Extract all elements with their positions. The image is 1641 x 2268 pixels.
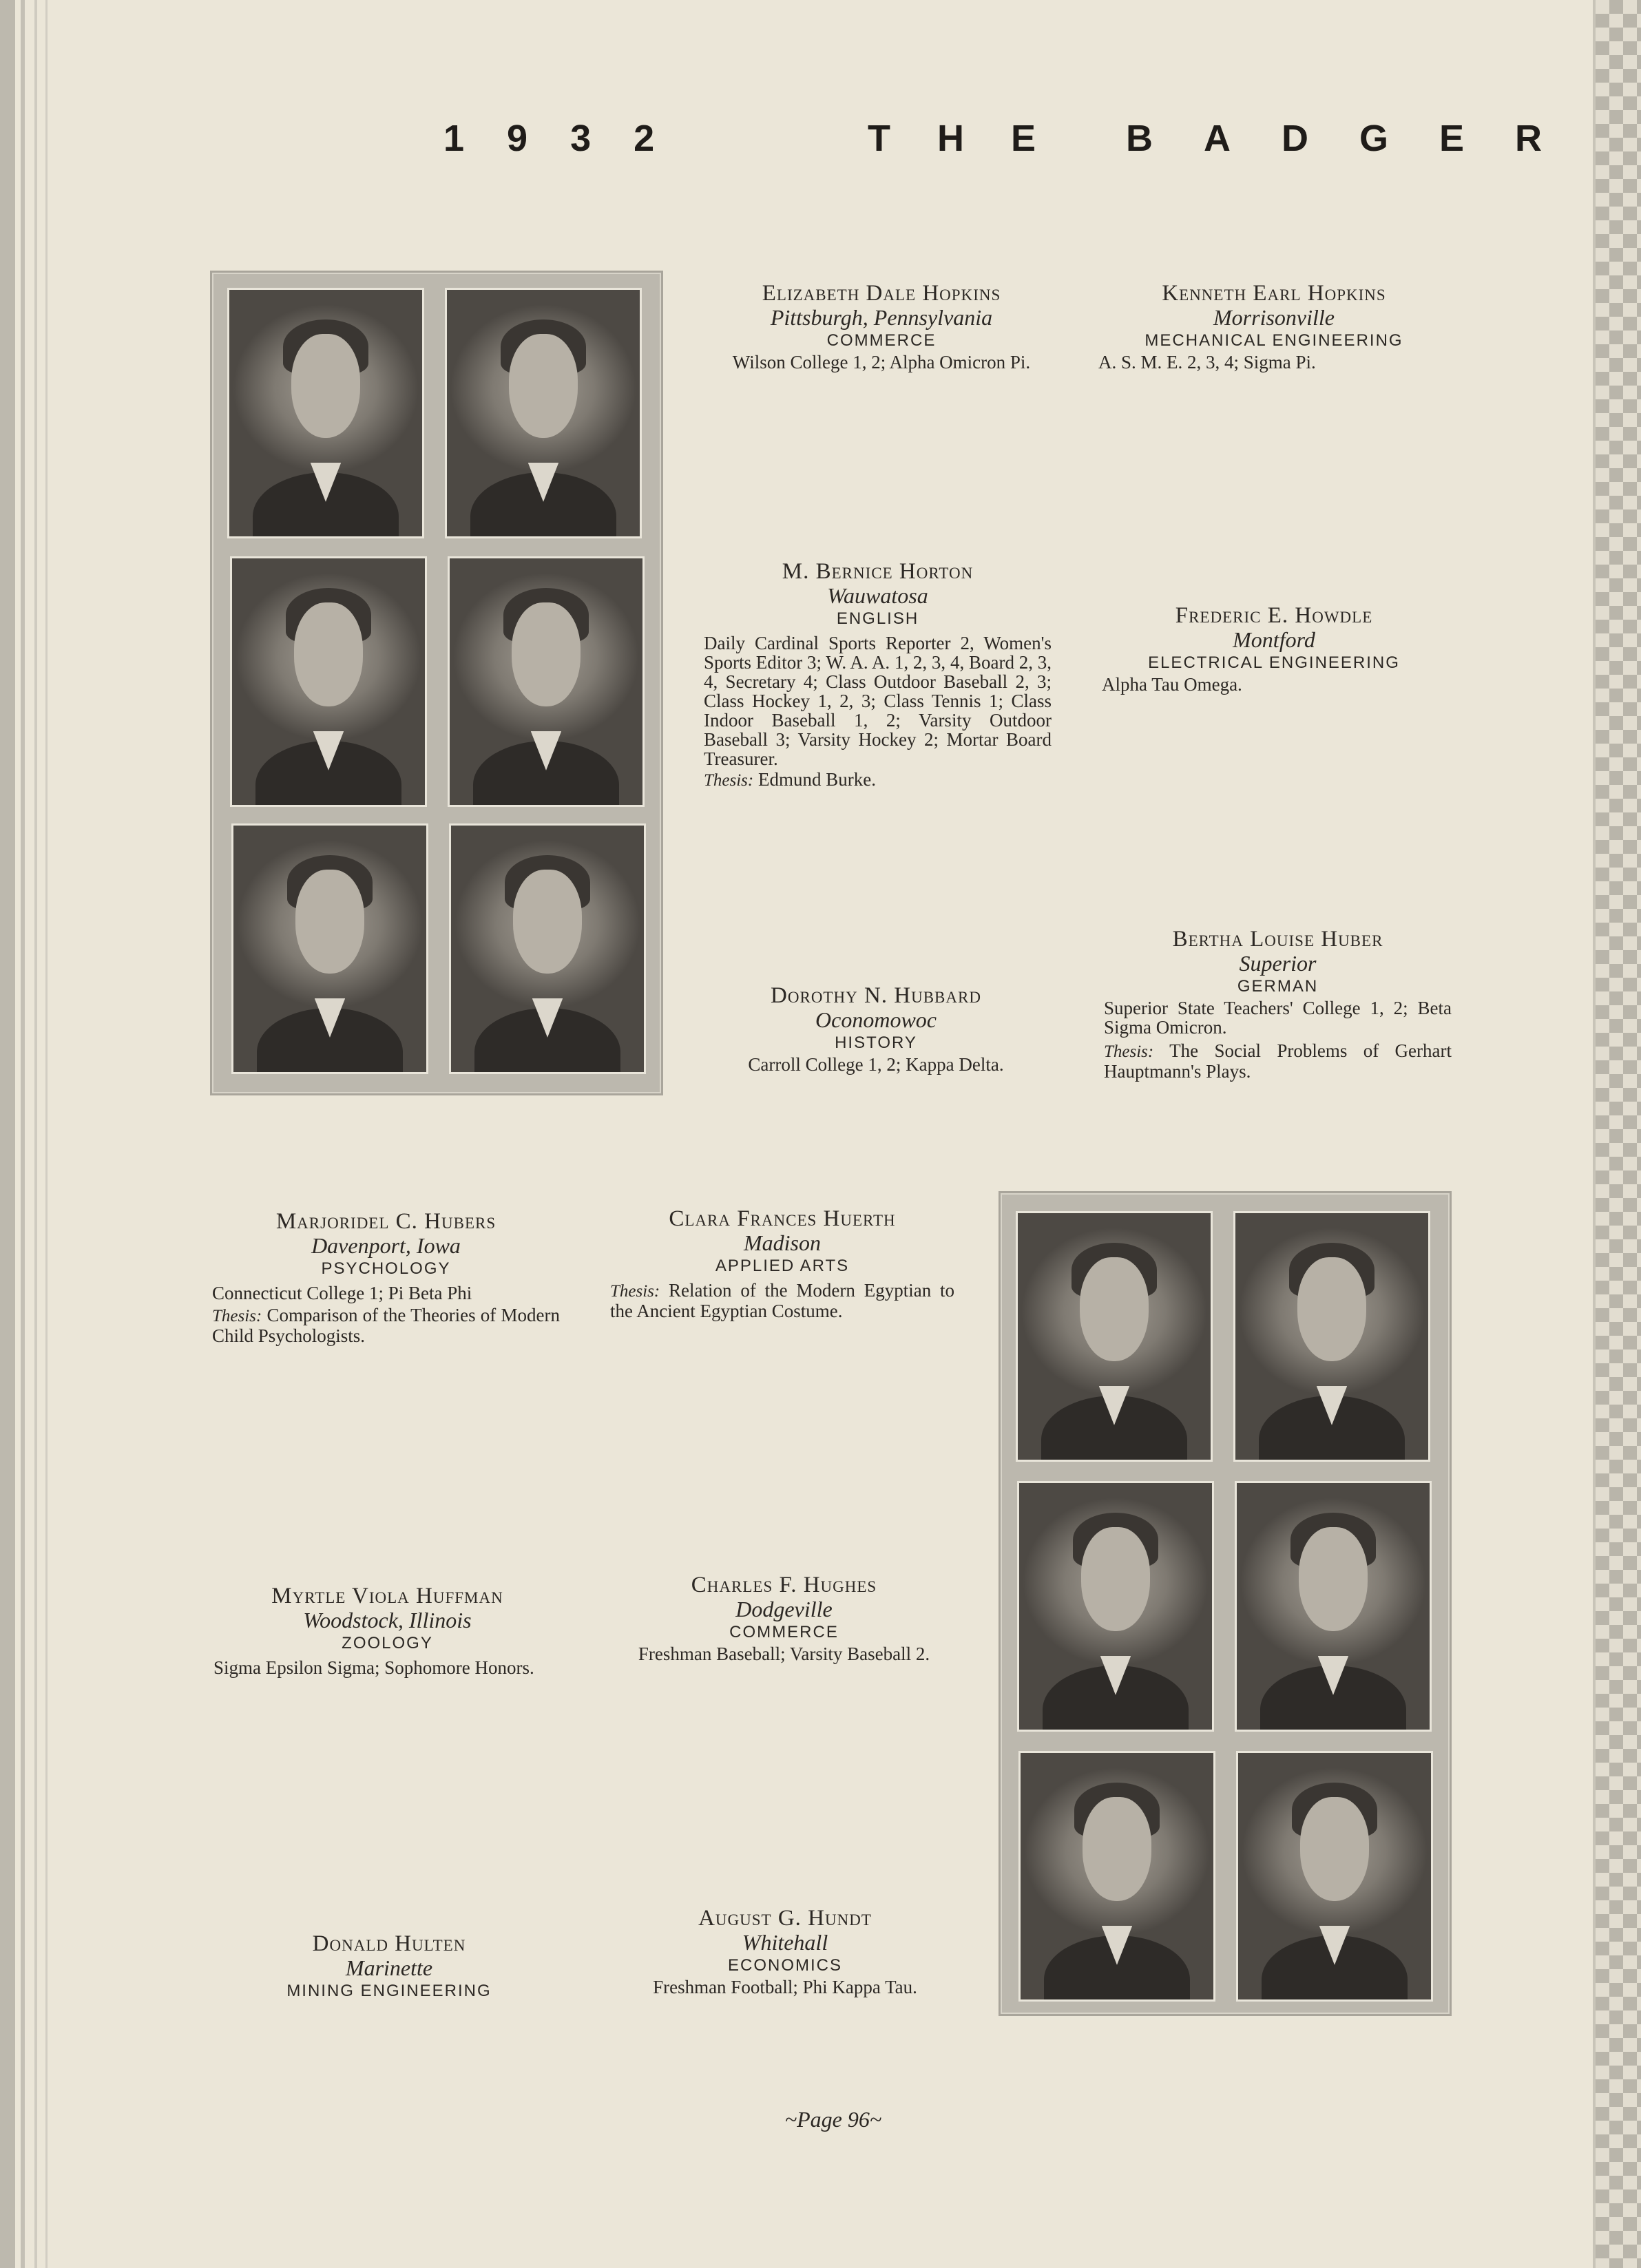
entry-name: Clara Frances Huerth [669, 1206, 896, 1231]
header-the: THE [868, 118, 1083, 159]
entry-department: COMMERCE [826, 331, 937, 350]
entry-town: Davenport, Iowa [311, 1233, 461, 1258]
photo-panel-top [210, 271, 663, 1095]
entry-hopkins-elizabeth [699, 281, 1064, 372]
entry-town: Oconomowoc [815, 1007, 937, 1032]
thesis-label: Thesis: [704, 771, 754, 790]
portrait-hughes [1235, 1481, 1432, 1732]
thesis-text: Comparison of the Theories of Modern Child Psychologists. [212, 1305, 561, 1346]
entry-department: ELECTRICAL ENGINEERING [1148, 653, 1400, 672]
entry-thesis [704, 770, 1052, 790]
photo-panel-bottom [999, 1191, 1452, 2016]
entry-town: Madison [744, 1230, 821, 1255]
entry-name: Kenneth Earl Hopkins [1162, 281, 1386, 306]
entry-horton [704, 559, 1052, 790]
entry-name: Donald Hulten [312, 1931, 466, 1956]
left-decorative-border [0, 0, 59, 2268]
entry-name: Marjoridel C. Hubers [275, 1209, 497, 1234]
portrait-hubbard [231, 823, 428, 1074]
entry-activities: Alpha Tau Omega. [1102, 674, 1242, 695]
portrait-hulten [1018, 1751, 1215, 2002]
entry-thesis [212, 1305, 560, 1345]
entry-town: Dodgeville [735, 1597, 833, 1621]
portrait-hubers [1016, 1211, 1213, 1462]
portrait-hopkins-kenneth [445, 288, 642, 538]
entry-department: APPLIED ARTS [715, 1257, 850, 1275]
entry-town: Superior [1239, 951, 1317, 976]
entry-department: MECHANICAL ENGINEERING [1144, 331, 1403, 350]
entry-name: August G. Hundt [698, 1906, 872, 1931]
portrait-hundt [1236, 1751, 1433, 2002]
entry-name: Dorothy N. Hubbard [771, 983, 981, 1008]
entry-name: Myrtle Viola Huffman [271, 1584, 503, 1608]
entry-howdle [1102, 603, 1446, 694]
entry-department: ENGLISH [836, 609, 919, 628]
entry-hopkins-kenneth [1098, 281, 1450, 372]
entry-activities: Connecticut College 1; Pi Beta Phi [212, 1283, 472, 1303]
entry-name: Frederic E. Howdle [1175, 603, 1373, 628]
entry-activities: Daily Cardinal Sports Reporter 2, Women's Sports Editor 3; W. A. A. 1, 2, 3, 4, Board 2, 3, 4, Secretary 4; Class Outdoor Baseball 2, 3; Class Hockey 1, 2, 3; Class Tennis 1; Class Indoor Baseball 1, 2; Varsity Outdoor Baseball 3; Varsity Hockey 2; Mortar Board Treasurer. [704, 633, 1052, 769]
entry-activities: Freshman Football; Phi Kappa Tau. [653, 1977, 917, 1997]
entry-name: M. Bernice Horton [782, 559, 974, 584]
entry-hubbard [704, 983, 1048, 1074]
portrait-hopkins-elizabeth [227, 288, 424, 538]
portrait-howdle [448, 556, 645, 807]
entry-department: PSYCHOLOGY [321, 1259, 451, 1278]
thesis-label: Thesis: [212, 1307, 262, 1325]
entry-town: Whitehall [742, 1930, 828, 1955]
thesis-text: Relation of the Modern Egyptian to the Ancient Egyptian Costume. [610, 1280, 955, 1321]
entry-activities: Carroll College 1, 2; Kappa Delta. [748, 1054, 1004, 1075]
header-badger: BADGER [1126, 118, 1593, 159]
page-header [413, 117, 1593, 165]
entry-hubers [212, 1209, 560, 1345]
entry-huerth [610, 1206, 954, 1321]
thesis-text: The Social Problems of Gerhart Hauptmann's Plays. [1104, 1040, 1452, 1082]
entry-department: ZOOLOGY [342, 1634, 433, 1652]
portrait-huffman [1017, 1481, 1214, 1732]
header-year: 1932 [443, 118, 698, 159]
entry-department: ECONOMICS [727, 1956, 842, 1975]
thesis-label: Thesis: [610, 1282, 660, 1301]
entry-name: Charles F. Hughes [691, 1573, 877, 1597]
entry-town: Marinette [345, 1955, 433, 1980]
entry-thesis [1104, 1041, 1452, 1081]
entry-huber [1104, 927, 1452, 1081]
entry-town: Woodstock, Illinois [303, 1608, 472, 1632]
entry-activities: A. S. M. E. 2, 3, 4; Sigma Pi. [1098, 352, 1316, 372]
entry-town: Montford [1233, 627, 1315, 652]
entry-name: Bertha Louise Huber [1172, 927, 1383, 952]
thesis-text: Edmund Burke. [757, 769, 876, 790]
entry-thesis [610, 1281, 954, 1321]
portrait-huber [449, 823, 646, 1074]
entry-town: Morrisonville [1213, 305, 1335, 330]
entry-hundt [609, 1906, 961, 1997]
entry-activities: Superior State Teachers' College 1, 2; Beta Sigma Omicron. [1104, 998, 1452, 1038]
thesis-label: Thesis: [1104, 1042, 1154, 1061]
page-number: ~Page 96~ [784, 2107, 882, 2132]
portrait-huerth [1233, 1211, 1430, 1462]
portrait-horton [230, 556, 427, 807]
entry-department: GERMAN [1237, 977, 1319, 996]
entry-hughes [610, 1573, 958, 1663]
entry-name: Elizabeth Dale Hopkins [762, 281, 1001, 306]
entry-department: MINING ENGINEERING [286, 1982, 492, 2000]
entry-department: COMMERCE [729, 1623, 839, 1641]
entry-hulten [217, 1931, 561, 2003]
entry-activities: Sigma Epsilon Sigma; Sophomore Honors. [213, 1657, 534, 1678]
entry-town: Wauwatosa [827, 583, 928, 608]
right-decorative-border [1593, 0, 1641, 2268]
entry-huffman [213, 1584, 561, 1677]
entry-activities: Freshman Baseball; Varsity Baseball 2. [638, 1644, 930, 1664]
entry-department: HISTORY [835, 1033, 917, 1052]
entry-town: Pittsburgh, Pennsylvania [770, 305, 993, 330]
entry-activities: Wilson College 1, 2; Alpha Omicron Pi. [732, 352, 1031, 372]
